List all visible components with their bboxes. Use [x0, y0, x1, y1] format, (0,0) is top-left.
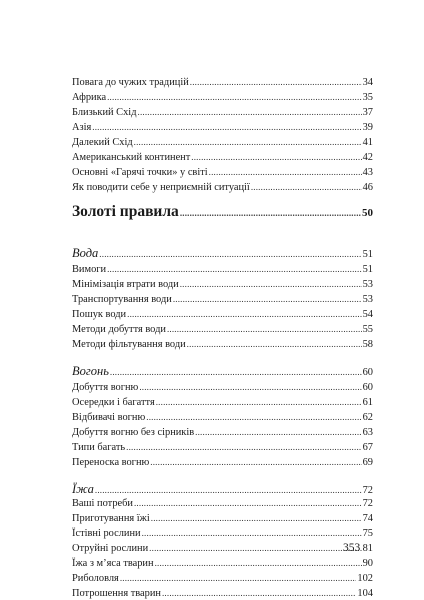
toc-entry-title: Ваші потреби — [72, 498, 133, 509]
toc-entry-title: Пошук води — [72, 309, 127, 320]
toc-entry-title: Потрошення тварин — [72, 588, 161, 599]
toc-entry — [72, 557, 373, 570]
toc-entry-title: Переноска вогню — [72, 457, 150, 468]
toc-entry-title: Далекий Схід — [72, 137, 133, 148]
toc-entry — [72, 426, 373, 439]
toc-leader-dots — [146, 411, 361, 423]
toc-entry-page: 42 — [362, 152, 373, 163]
toc-section-title: Вода — [72, 246, 99, 260]
toc-entry-page: 53 — [362, 294, 373, 305]
toc-entry-title: Американський континент — [72, 152, 191, 163]
toc-leader-dots — [155, 557, 362, 569]
toc-entry — [72, 121, 373, 134]
toc-leader-dots — [195, 426, 361, 438]
toc-entry-title: Отруйні рослини — [72, 543, 149, 554]
toc-leader-dots — [126, 441, 361, 453]
toc-entry-page: 41 — [362, 137, 373, 148]
toc-entry-page: 43 — [362, 167, 373, 178]
toc-entry-title: Типи багать — [72, 442, 126, 453]
toc-entry — [72, 278, 373, 291]
toc-entry — [72, 381, 373, 394]
toc-entry — [72, 323, 373, 336]
toc-section-page: 51 — [362, 249, 373, 260]
toc-entry — [72, 166, 373, 179]
toc-entry — [72, 512, 373, 525]
toc-entry — [72, 91, 373, 104]
toc-leader-dots — [173, 293, 362, 305]
toc-entry — [72, 441, 373, 454]
toc-entry-page: 53 — [362, 279, 373, 290]
toc-section-page: 72 — [362, 485, 373, 496]
toc-leader-dots — [120, 572, 357, 584]
toc-leader-dots — [95, 483, 362, 497]
toc-leader-dots — [150, 456, 361, 468]
toc-entry-page: 51 — [362, 264, 373, 275]
toc-entry-page: 69 — [362, 457, 373, 468]
toc-leader-dots — [139, 381, 361, 393]
toc-leader-dots — [180, 278, 362, 290]
toc-entry — [72, 106, 373, 119]
toc-entry-page: 102 — [357, 573, 373, 584]
toc-entry-page: 72 — [362, 498, 373, 509]
toc-leader-dots — [92, 121, 361, 133]
toc-entry-page: 75 — [362, 528, 373, 539]
toc-entry-title: Мінімізація втрати води — [72, 279, 179, 290]
toc-entry-page: 58 — [362, 339, 373, 350]
toc-entry-page: 35 — [362, 92, 373, 103]
toc-leader-dots — [251, 181, 362, 193]
toc-entry-page: 63 — [362, 427, 373, 438]
toc-entry-title: Осередки і багаття — [72, 397, 155, 408]
toc-leader-dots — [180, 204, 361, 222]
toc-entry-page: 90 — [362, 558, 373, 569]
toc-section-heading — [72, 482, 373, 498]
toc-entry — [72, 396, 373, 409]
toc-section-heading — [72, 364, 373, 380]
toc-entry-page: 62 — [362, 412, 373, 423]
page-number: 353 — [343, 542, 361, 554]
toc-entry — [72, 497, 373, 510]
toc-entry — [72, 293, 373, 306]
toc-entry — [72, 308, 373, 321]
toc-leader-dots — [138, 106, 362, 118]
toc-entry — [72, 338, 373, 351]
toc-entry-title: Африка — [72, 92, 107, 103]
toc-chapter-title: Золоті правила — [72, 203, 179, 220]
toc-entry-title: Близький Схід — [72, 107, 137, 118]
toc-entry — [72, 136, 373, 149]
toc-leader-dots — [156, 396, 362, 408]
toc-entry — [72, 76, 373, 89]
toc-leader-dots — [167, 323, 362, 335]
toc-entry-page: 55 — [362, 324, 373, 335]
toc-leader-dots — [134, 136, 362, 148]
toc-leader-dots — [187, 338, 362, 350]
toc-entry — [72, 542, 373, 555]
toc-entry-title: Транспортування води — [72, 294, 172, 305]
toc-leader-dots — [99, 247, 361, 261]
toc-entry-title: Методи фільтування води — [72, 339, 186, 350]
toc-entry-page: 39 — [362, 122, 373, 133]
toc-leader-dots — [162, 587, 356, 599]
toc-entry-title: Вимоги — [72, 264, 107, 275]
toc-section-title: Вогонь — [72, 364, 109, 378]
toc-leader-dots — [107, 263, 362, 275]
toc-leader-dots — [191, 151, 361, 163]
toc-entry — [72, 572, 373, 585]
toc-entry-page: 74 — [362, 513, 373, 524]
toc-leader-dots — [190, 76, 362, 88]
toc-section-heading — [72, 246, 373, 262]
toc-leader-dots — [149, 542, 361, 554]
toc-entry — [72, 263, 373, 276]
toc-entry-page: 60 — [362, 382, 373, 393]
toc-leader-dots — [209, 166, 362, 178]
toc-entry-title: Їжа з м’яса тварин — [72, 558, 154, 569]
toc-section-title: Їжа — [72, 482, 94, 496]
toc-entry-title: Добуття вогню без сірників — [72, 427, 195, 438]
toc-entry-title: Азія — [72, 122, 92, 133]
toc-entry-title: Методи добуття води — [72, 324, 166, 335]
toc-entry-page: 67 — [362, 442, 373, 453]
toc-entry-title: Як поводити себе у неприємній ситуації — [72, 182, 250, 193]
toc-entry — [72, 411, 373, 424]
toc-entry — [72, 181, 373, 194]
toc-entry — [72, 151, 373, 164]
toc-entry-title: Відбивачі вогню — [72, 412, 146, 423]
toc-leader-dots — [134, 497, 362, 509]
toc-leader-dots — [107, 91, 362, 103]
toc-leader-dots — [127, 308, 361, 320]
toc-entry-page: 54 — [362, 309, 373, 320]
toc-entry-page: 81 — [362, 543, 373, 554]
toc-entry — [72, 587, 373, 600]
toc-entry-title: Риболовля — [72, 573, 119, 584]
toc-entry-page: 37 — [362, 107, 373, 118]
toc-entry-page: 34 — [362, 77, 373, 88]
toc-entry-page: 104 — [357, 588, 373, 599]
toc-entry — [72, 456, 373, 469]
toc-entry — [72, 527, 373, 540]
toc-entry-title: Основні «Гарячі точки» у світі — [72, 167, 208, 178]
toc-leader-dots — [151, 512, 362, 524]
toc-leader-dots — [142, 527, 362, 539]
toc-chapter-heading — [72, 203, 373, 222]
toc-entry-title: Повага до чужих традицій — [72, 77, 189, 88]
toc-entry-title: Добуття вогню — [72, 382, 139, 393]
toc-leader-dots — [110, 365, 362, 379]
toc-entry-title: Їстівні рослини — [72, 528, 141, 539]
toc-entry-page: 61 — [362, 397, 373, 408]
toc-chapter-page: 50 — [362, 207, 373, 219]
toc-section-page: 60 — [362, 367, 373, 378]
toc-entry-page: 46 — [362, 182, 373, 193]
toc-entry-title: Приготування їжі — [72, 513, 150, 524]
